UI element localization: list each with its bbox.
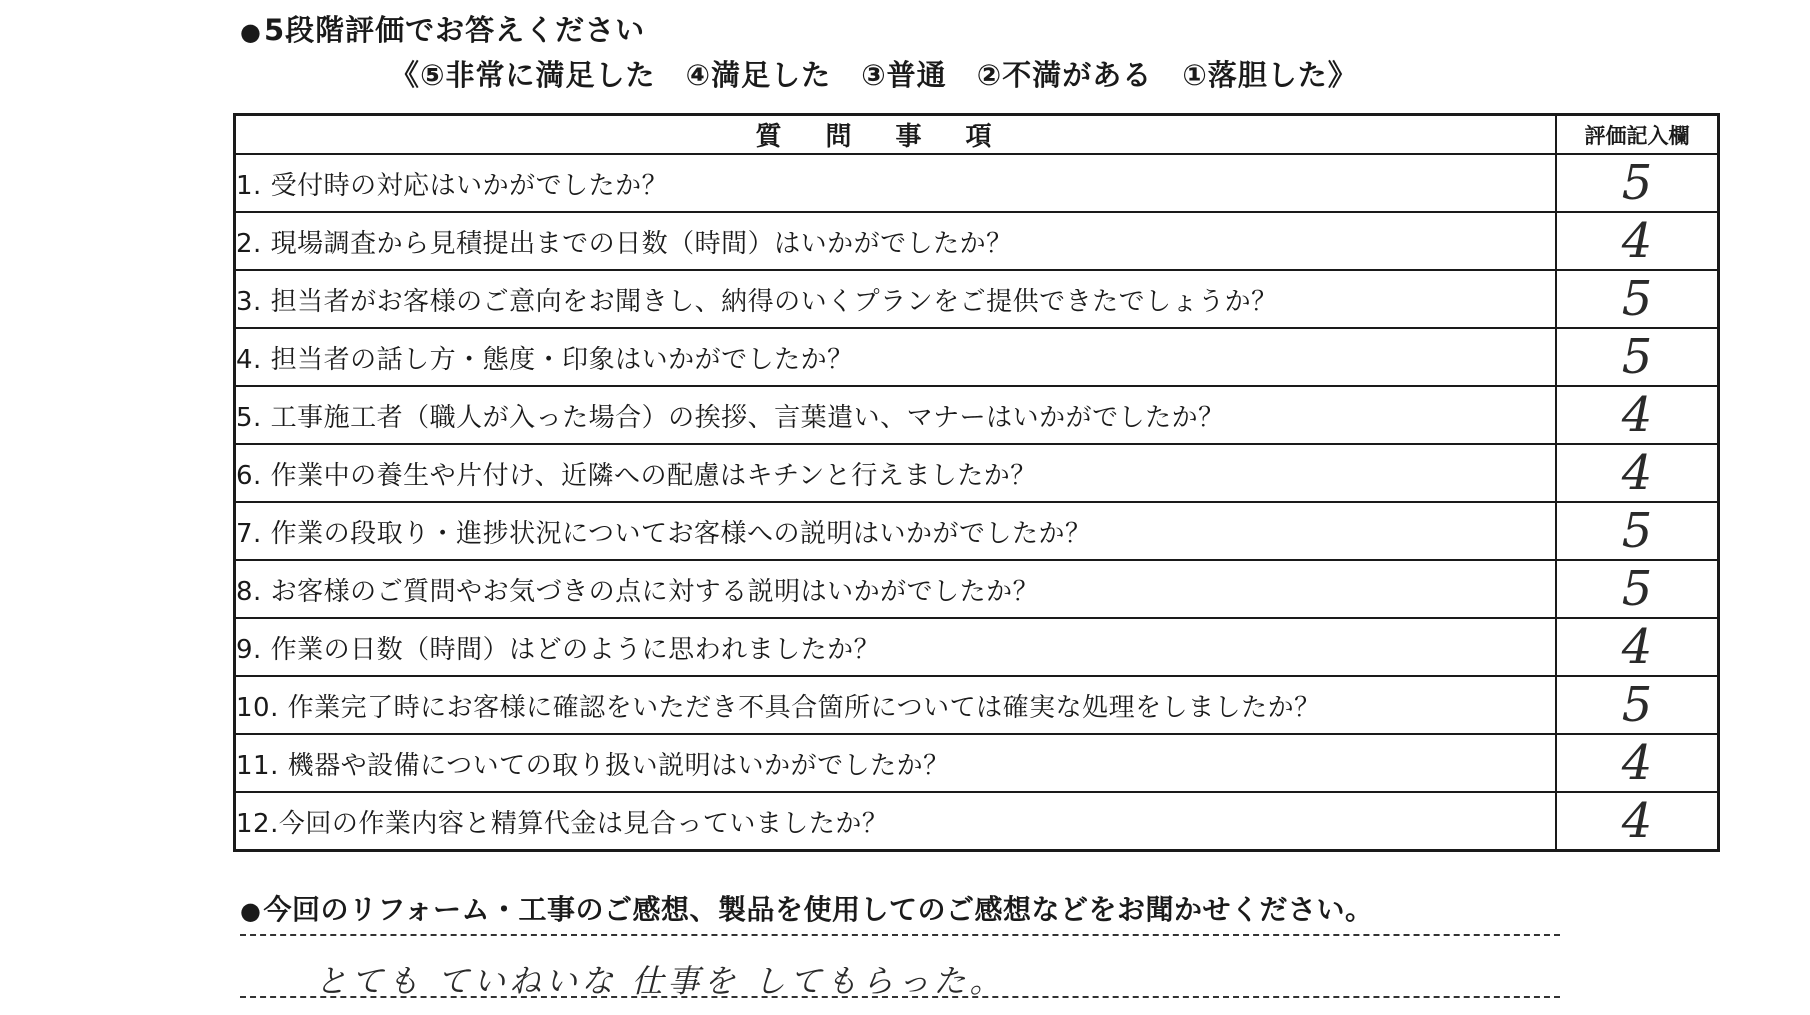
table-row	[235, 328, 1719, 386]
comment-section	[240, 888, 1560, 998]
bullet-icon: ●	[240, 18, 262, 46]
rating-scale-legend: 《⑤非常に満足した ④満足した ③普通 ②不満がある ①落胆した》	[390, 58, 1358, 92]
question-cell: 1. 受付時の対応はいかがでしたか？	[235, 154, 1557, 212]
question-cell: 12.今回の作業内容と精算代金は見合っていましたか？	[235, 792, 1557, 851]
table-row	[235, 270, 1719, 328]
rating-cell[interactable]: 5	[1556, 502, 1719, 560]
rating-cell[interactable]: 5	[1556, 270, 1719, 328]
bullet-icon: ●	[240, 897, 262, 925]
instructions-header	[240, 8, 1358, 94]
question-cell: 9. 作業の日数（時間）はどのように思われましたか？	[235, 618, 1557, 676]
rating-cell[interactable]: 4	[1556, 792, 1719, 851]
question-cell: 2. 現場調査から見積提出までの日数（時間）はいかがでしたか？	[235, 212, 1557, 270]
instruction-line	[240, 8, 1358, 49]
table-row	[235, 386, 1719, 444]
table-row	[235, 502, 1719, 560]
table-row	[235, 792, 1719, 851]
handwritten-comment[interactable]: とても ていねいな 仕事を してもらった。	[315, 962, 1006, 1000]
question-cell: 7. 作業の段取り・進捗状況についてお客様への説明はいかがでしたか？	[235, 502, 1557, 560]
rating-cell[interactable]: 5	[1556, 676, 1719, 734]
rating-cell[interactable]: 5	[1556, 560, 1719, 618]
rating-cell[interactable]: 4	[1556, 444, 1719, 502]
question-cell: 5. 工事施工者（職人が入った場合）の挨拶、言葉遣い、マナーはいかがでしたか？	[235, 386, 1557, 444]
dashed-divider	[240, 934, 1560, 936]
question-column-header: 質問事項	[235, 115, 1557, 155]
table-row	[235, 734, 1719, 792]
table-row	[235, 212, 1719, 270]
question-cell: 6. 作業中の養生や片付け、近隣への配慮はキチンと行えましたか？	[235, 444, 1557, 502]
comment-heading-text: 今回のリフォーム・工事のご感想、製品を使用してのご感想などをお聞かせください。	[263, 893, 1374, 926]
rating-cell[interactable]: 4	[1556, 386, 1719, 444]
question-cell: 11. 機器や設備についての取り扱い説明はいかがでしたか？	[235, 734, 1557, 792]
question-cell: 4. 担当者の話し方・態度・印象はいかがでしたか？	[235, 328, 1557, 386]
rating-cell[interactable]: 4	[1556, 212, 1719, 270]
table-row	[235, 618, 1719, 676]
table-header-row	[235, 115, 1719, 155]
rating-cell[interactable]: 5	[1556, 154, 1719, 212]
comment-prompt	[240, 888, 1560, 928]
instruction-text: 5段階評価でお答えください	[263, 13, 646, 47]
question-cell: 3. 担当者がお客様のご意向をお聞きし、納得のいくプランをご提供できたでしょうか？	[235, 270, 1557, 328]
survey-table	[233, 113, 1720, 852]
question-cell: 8. お客様のご質問やお気づきの点に対する説明はいかがでしたか？	[235, 560, 1557, 618]
table-row	[235, 444, 1719, 502]
rating-cell[interactable]: 4	[1556, 618, 1719, 676]
rating-column-header: 評価記入欄	[1556, 115, 1719, 155]
question-cell: 10. 作業完了時にお客様に確認をいただき不具合箇所については確実な処理をしましたか？	[235, 676, 1557, 734]
table-row	[235, 154, 1719, 212]
rating-cell[interactable]: 5	[1556, 328, 1719, 386]
rating-cell[interactable]: 4	[1556, 734, 1719, 792]
table-row	[235, 560, 1719, 618]
table-row	[235, 676, 1719, 734]
